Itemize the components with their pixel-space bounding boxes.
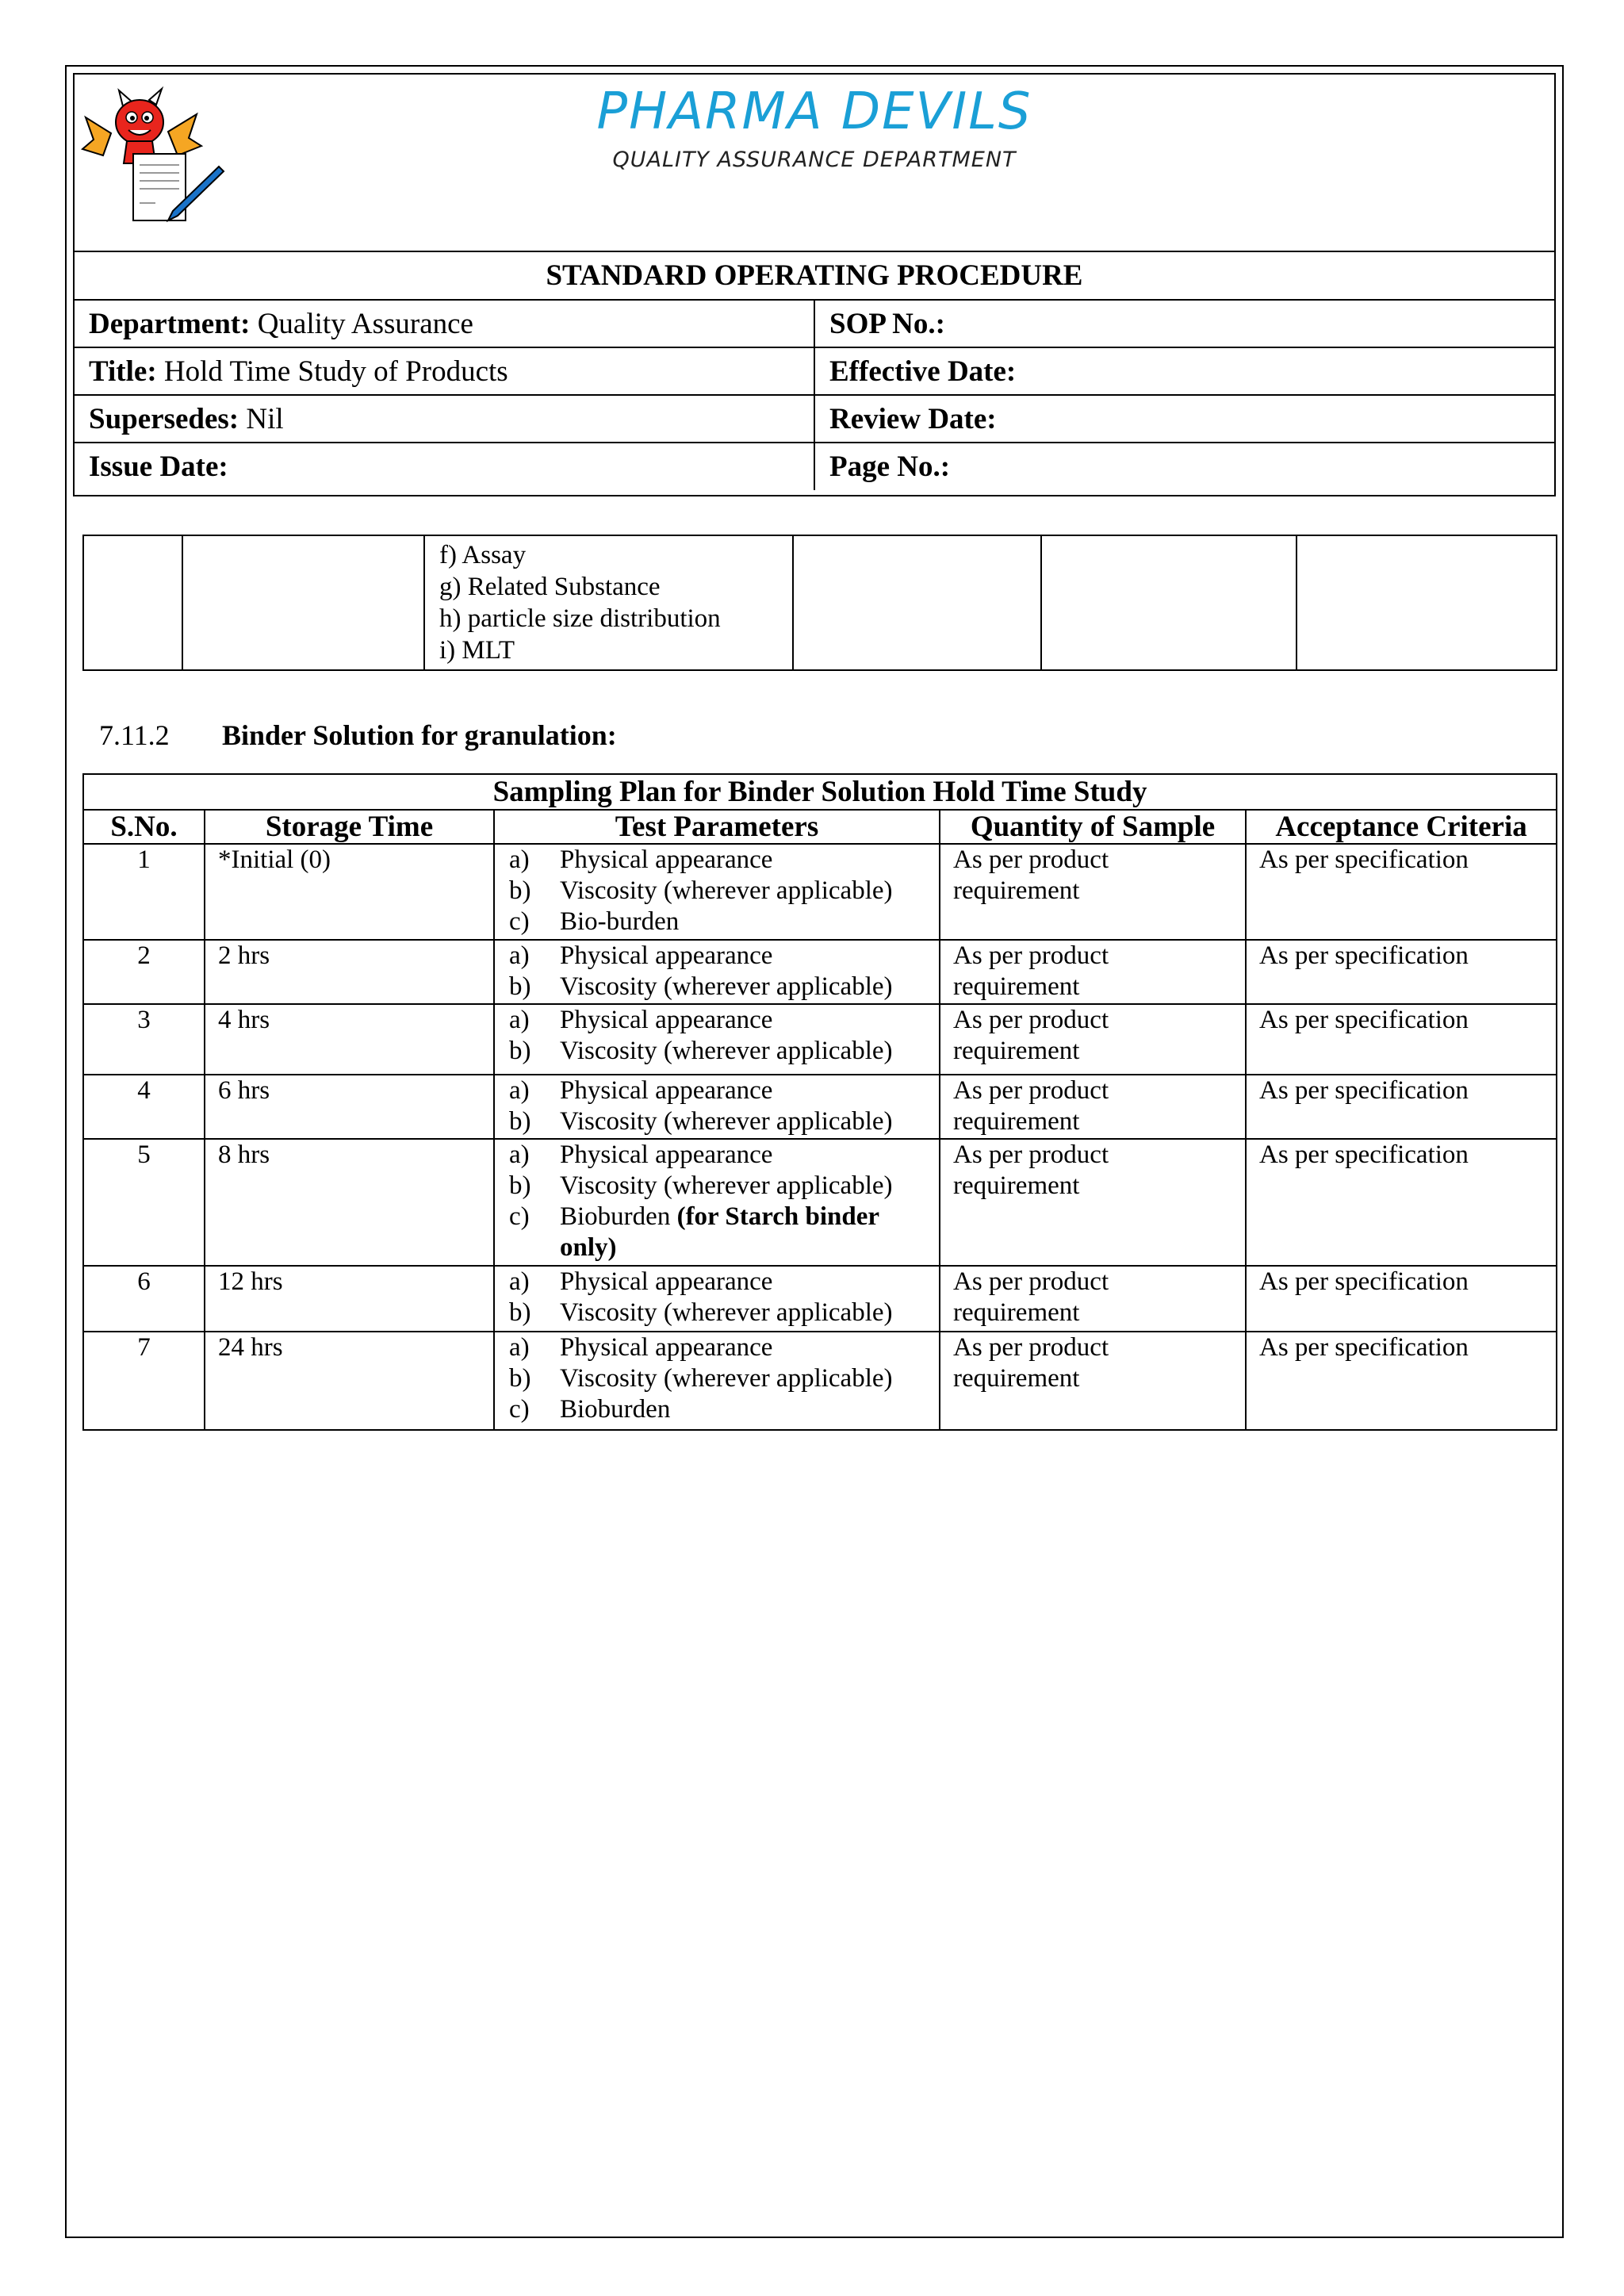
parameter-text [560, 845, 926, 876]
sno-cell: 6 [83, 1266, 205, 1332]
sno-cell: 1 [83, 844, 205, 940]
continued-parameters-table [82, 535, 1557, 671]
column-header-quantity: Quantity of Sample [940, 810, 1246, 844]
parameter-name: Physical appearance [560, 1006, 773, 1034]
list-item: g) Related Substance [439, 573, 661, 601]
parameter-text [560, 1267, 926, 1297]
sno-cell: 4 [83, 1075, 205, 1139]
parameter-letter: c) [509, 1395, 530, 1424]
column-header-sno: S.No. [83, 810, 205, 844]
parameter-item [509, 1171, 926, 1202]
issue-date-label: Issue Date: [75, 443, 814, 490]
page-no-label: Page No.: [814, 443, 1554, 490]
parameter-letter: b) [509, 1107, 531, 1136]
parameter-letter: a) [509, 1140, 530, 1169]
parameter-name: Viscosity (wherever applicable) [560, 972, 893, 1001]
parameter-item [509, 1363, 926, 1394]
section-heading [99, 719, 617, 752]
parameter-letter: a) [509, 1076, 530, 1105]
parameter-letter: b) [509, 1364, 531, 1393]
parameter-letter: b) [509, 1037, 531, 1065]
storage-time-cell: 6 hrs [205, 1075, 494, 1139]
sop-no-label: SOP No.: [814, 300, 1554, 347]
sampling-plan-caption: Sampling Plan for Binder Solution Hold Time Study [83, 774, 1557, 810]
parameter-name: Viscosity (wherever applicable) [560, 1298, 893, 1327]
parameter-name: Viscosity (wherever applicable) [560, 1364, 893, 1393]
test-parameters-cell [494, 1139, 940, 1266]
parameter-letter: b) [509, 1298, 531, 1327]
acceptance-criteria-cell: As per specification [1246, 1266, 1557, 1332]
parameter-name: Viscosity (wherever applicable) [560, 1107, 893, 1136]
acceptance-criteria-cell: As per specification [1246, 1332, 1557, 1430]
table-row [83, 1332, 1557, 1430]
parameter-letter: a) [509, 941, 530, 970]
parameter-letter: a) [509, 1267, 530, 1296]
acceptance-criteria-cell: As per specification [1246, 844, 1557, 940]
test-parameters-cell [494, 940, 940, 1004]
parameter-name: Viscosity (wherever applicable) [560, 1037, 893, 1065]
parameter-text [560, 1106, 926, 1137]
review-date-label: Review Date: [814, 395, 1554, 443]
parameter-name: Physical appearance [560, 845, 773, 874]
table-row [83, 1075, 1557, 1139]
parameter-item [509, 1036, 926, 1067]
parameter-item [509, 1005, 926, 1036]
parameter-text [560, 1297, 926, 1328]
parameter-letter: a) [509, 1006, 530, 1034]
parameter-name: Viscosity (wherever applicable) [560, 876, 893, 905]
test-parameters-cell [494, 1332, 940, 1430]
department-value: Quality Assurance [257, 307, 473, 340]
parameter-text [560, 907, 926, 937]
parameter-item [509, 1075, 926, 1106]
quantity-cell: As per product requirement [940, 940, 1246, 1004]
storage-time-cell: 8 hrs [205, 1139, 494, 1266]
parameter-item [509, 972, 926, 1002]
effective-date-label: Effective Date: [814, 347, 1554, 395]
storage-time-cell: 4 hrs [205, 1004, 494, 1075]
empty-cell [83, 535, 182, 670]
doc-type: STANDARD OPERATING PROCEDURE [546, 259, 1083, 292]
table-row [83, 940, 1557, 1004]
parameter-item [509, 1202, 926, 1263]
parameter-text [560, 972, 926, 1002]
parameter-name: Bioburden [560, 1202, 671, 1231]
quantity-cell: As per product requirement [940, 844, 1246, 940]
department-cell [75, 300, 814, 347]
parameter-letter: b) [509, 1171, 531, 1200]
test-parameters-cell [494, 1004, 940, 1075]
column-header-acceptance: Acceptance Criteria [1246, 810, 1557, 844]
parameter-item [509, 876, 926, 907]
parameter-item [509, 1106, 926, 1137]
empty-cell [182, 535, 424, 670]
parameter-letter: a) [509, 845, 530, 874]
header-row [83, 810, 1557, 844]
section-number: 7.11.2 [99, 719, 170, 751]
parameter-text [560, 1202, 926, 1263]
section-title: Binder Solution for granulation: [222, 719, 617, 751]
parameter-name: Physical appearance [560, 1076, 773, 1105]
sop-meta-table [75, 252, 1554, 490]
table-row [83, 1004, 1557, 1075]
parameter-text [560, 941, 926, 972]
parameter-name: Physical appearance [560, 1267, 773, 1296]
quantity-cell: As per product requirement [940, 1139, 1246, 1266]
table-row [83, 844, 1557, 940]
parameter-item [509, 941, 926, 972]
quantity-cell: As per product requirement [940, 1332, 1246, 1430]
storage-time-cell: *Initial (0) [205, 844, 494, 940]
table-row [83, 1266, 1557, 1332]
parameter-text [560, 1332, 926, 1363]
list-item: h) particle size distribution [439, 604, 721, 633]
parameter-name: Physical appearance [560, 1333, 773, 1362]
parameter-name: Bioburden [560, 1395, 671, 1424]
parameter-text [560, 1075, 926, 1106]
sno-cell: 2 [83, 940, 205, 1004]
quantity-cell: As per product requirement [940, 1266, 1246, 1332]
list-item: f) Assay [439, 541, 527, 569]
parameter-name: Physical appearance [560, 1140, 773, 1169]
column-header-storage-time: Storage Time [205, 810, 494, 844]
parameter-letter: c) [509, 907, 530, 936]
parameter-item [509, 845, 926, 876]
department-label: Department: [89, 307, 251, 340]
empty-cell [1041, 535, 1297, 670]
parameter-item [509, 1394, 926, 1425]
parameter-text [560, 876, 926, 907]
test-parameters-cell [494, 1266, 940, 1332]
parameter-text [560, 1005, 926, 1036]
quantity-cell: As per product requirement [940, 1004, 1246, 1075]
test-parameters-cell [494, 844, 940, 940]
title-value: Hold Time Study of Products [163, 355, 508, 388]
test-parameters-cell [494, 1075, 940, 1139]
parameters-cell [424, 535, 793, 670]
parameter-item [509, 907, 926, 937]
parameter-letter: a) [509, 1333, 530, 1362]
parameter-letter: b) [509, 876, 531, 905]
brand-department: QUALITY ASSURANCE DEPARTMENT [612, 148, 1017, 172]
quantity-cell: As per product requirement [940, 1075, 1246, 1139]
acceptance-criteria-cell: As per specification [1246, 940, 1557, 1004]
parameter-letter: c) [509, 1202, 530, 1231]
acceptance-criteria-cell: As per specification [1246, 1075, 1557, 1139]
parameter-item [509, 1267, 926, 1297]
acceptance-criteria-cell: As per specification [1246, 1004, 1557, 1075]
brand-block [75, 82, 1554, 172]
parameter-text [560, 1036, 926, 1067]
empty-cell [1297, 535, 1557, 670]
empty-cell [793, 535, 1041, 670]
parameter-text [560, 1394, 926, 1425]
parameter-note: (for Starch binder only) [560, 1202, 879, 1262]
parameter-name: Viscosity (wherever applicable) [560, 1171, 893, 1200]
supersedes-cell [75, 395, 814, 443]
title-label: Title: [89, 355, 157, 388]
list-item: i) MLT [439, 636, 515, 665]
table-row [83, 1139, 1557, 1266]
storage-time-cell: 24 hrs [205, 1332, 494, 1430]
title-cell [75, 347, 814, 395]
storage-time-cell: 12 hrs [205, 1266, 494, 1332]
parameter-text [560, 1140, 926, 1171]
supersedes-value: Nil [246, 402, 284, 435]
parameter-text [560, 1363, 926, 1394]
document-header [73, 73, 1556, 496]
logo-row [75, 75, 1554, 252]
parameter-name: Physical appearance [560, 941, 773, 970]
parameter-name: Bio-burden [560, 907, 680, 936]
parameter-item [509, 1332, 926, 1363]
sampling-plan-table [82, 773, 1557, 1431]
parameter-item [509, 1140, 926, 1171]
parameter-letter: b) [509, 972, 531, 1001]
sno-cell: 5 [83, 1139, 205, 1266]
acceptance-criteria-cell: As per specification [1246, 1139, 1557, 1266]
table-row [83, 535, 1557, 670]
sno-cell: 3 [83, 1004, 205, 1075]
brand-name: PHARMA DEVILS [596, 82, 1032, 141]
parameter-text [560, 1171, 926, 1202]
column-header-test-parameters: Test Parameters [494, 810, 940, 844]
parameter-item [509, 1297, 926, 1328]
storage-time-cell: 2 hrs [205, 940, 494, 1004]
sno-cell: 7 [83, 1332, 205, 1430]
supersedes-label: Supersedes: [89, 402, 239, 435]
